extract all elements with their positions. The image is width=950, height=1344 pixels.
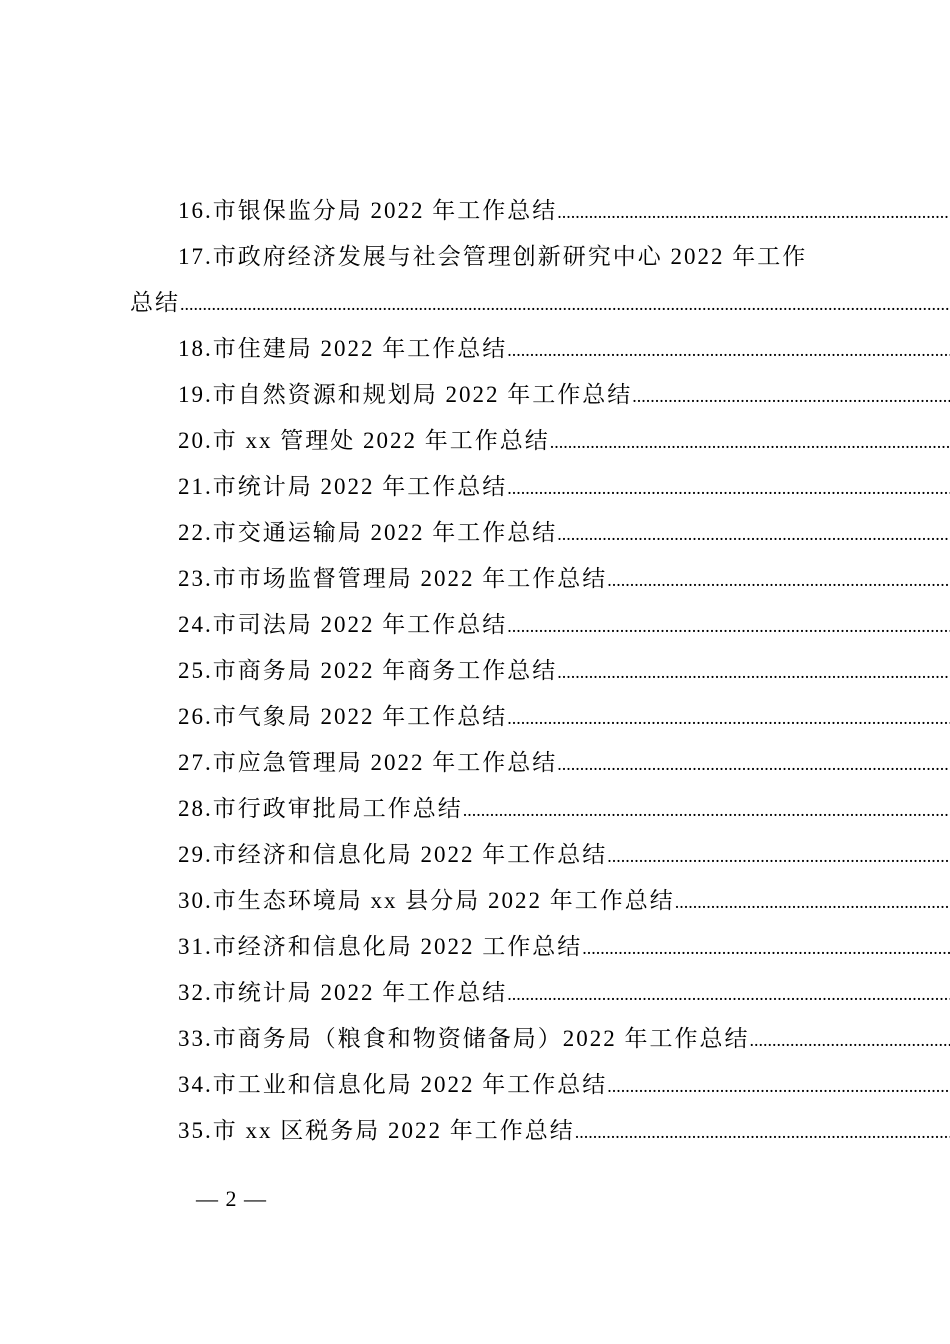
- dot-leader: [557, 649, 950, 694]
- dot-leader: [463, 787, 950, 832]
- dot-leader: [607, 833, 950, 878]
- toc-entry-title: 33.市商务局（粮食和物资储备局）2022 年工作总结: [178, 1026, 750, 1051]
- toc-entry-title: 35.市 xx 区税务局 2022 年工作总结: [178, 1118, 575, 1143]
- toc-entry[interactable]: [0, 326, 950, 372]
- toc-entry[interactable]: [0, 740, 950, 786]
- toc-entry-title: 27.市应急管理局 2022 年工作总结: [178, 750, 558, 775]
- dot-leader: [557, 189, 950, 234]
- dot-leader: [507, 695, 950, 740]
- toc-entry-title: 25.市商务局 2022 年商务工作总结: [178, 658, 558, 683]
- dot-leader: [582, 925, 950, 970]
- dot-leader: [557, 741, 950, 786]
- toc-entry[interactable]: [0, 786, 950, 832]
- toc-entry[interactable]: [0, 418, 950, 464]
- dot-leader: [507, 465, 950, 510]
- dot-leader: [507, 603, 950, 648]
- dot-leader: [632, 373, 950, 418]
- toc-entry-title: 17.市政府经济发展与社会管理创新研究中心 2022 年工作: [178, 244, 808, 269]
- toc-entry-title: 31.市经济和信息化局 2022 工作总结: [178, 934, 583, 959]
- dot-leader: [180, 281, 950, 326]
- toc-entry-title: 18.市住建局 2022 年工作总结: [178, 336, 508, 361]
- dot-leader: [575, 1109, 950, 1154]
- toc-entry[interactable]: [0, 648, 950, 694]
- toc-entry-title: 34.市工业和信息化局 2022 年工作总结: [178, 1072, 608, 1097]
- dot-leader: [550, 419, 950, 464]
- toc-entry[interactable]: [0, 878, 950, 924]
- toc-entry-title: 26.市气象局 2022 年工作总结: [178, 704, 508, 729]
- toc-entry[interactable]: [0, 372, 950, 418]
- dot-leader: [675, 879, 950, 924]
- toc-entry[interactable]: [0, 1108, 950, 1154]
- toc-entry[interactable]: [0, 924, 950, 970]
- table-of-contents: [0, 188, 950, 1154]
- dot-leader: [557, 511, 950, 556]
- toc-entry-title: 23.市市场监督管理局 2022 年工作总结: [178, 566, 608, 591]
- toc-entry-title: 28.市行政审批局工作总结: [178, 796, 463, 821]
- toc-entry[interactable]: [0, 510, 950, 556]
- toc-entry[interactable]: [0, 694, 950, 740]
- toc-entry-title: 20.市 xx 管理处 2022 年工作总结: [178, 428, 550, 453]
- toc-entry-title: 24.市司法局 2022 年工作总结: [178, 612, 508, 637]
- toc-entry[interactable]: [0, 970, 950, 1016]
- toc-entry-title: 22.市交通运输局 2022 年工作总结: [178, 520, 558, 545]
- toc-entry[interactable]: [0, 1062, 950, 1108]
- toc-entry-title: 30.市生态环境局 xx 县分局 2022 年工作总结: [178, 888, 675, 913]
- toc-entry[interactable]: [0, 602, 950, 648]
- dot-leader: [607, 1063, 950, 1108]
- toc-entry[interactable]: [0, 234, 950, 280]
- dot-leader: [507, 971, 950, 1016]
- toc-entry[interactable]: [0, 1016, 950, 1062]
- dot-leader: [750, 1017, 950, 1062]
- toc-entry[interactable]: [0, 832, 950, 878]
- dot-leader: [607, 557, 950, 602]
- page-number: — 2 —: [196, 1186, 267, 1211]
- toc-entry[interactable]: [0, 464, 950, 510]
- toc-entry[interactable]: [0, 556, 950, 602]
- toc-entry-title: 21.市统计局 2022 年工作总结: [178, 474, 508, 499]
- toc-entry[interactable]: [0, 188, 950, 234]
- toc-entry-title: 19.市自然资源和规划局 2022 年工作总结: [178, 382, 633, 407]
- toc-entry-continuation[interactable]: [0, 280, 950, 326]
- dot-leader: [507, 327, 950, 372]
- toc-entry-title: 16.市银保监分局 2022 年工作总结: [178, 198, 558, 223]
- toc-entry-title-continued: 总结: [130, 290, 180, 315]
- toc-entry-title: 29.市经济和信息化局 2022 年工作总结: [178, 842, 608, 867]
- toc-entry-title: 32.市统计局 2022 年工作总结: [178, 980, 508, 1005]
